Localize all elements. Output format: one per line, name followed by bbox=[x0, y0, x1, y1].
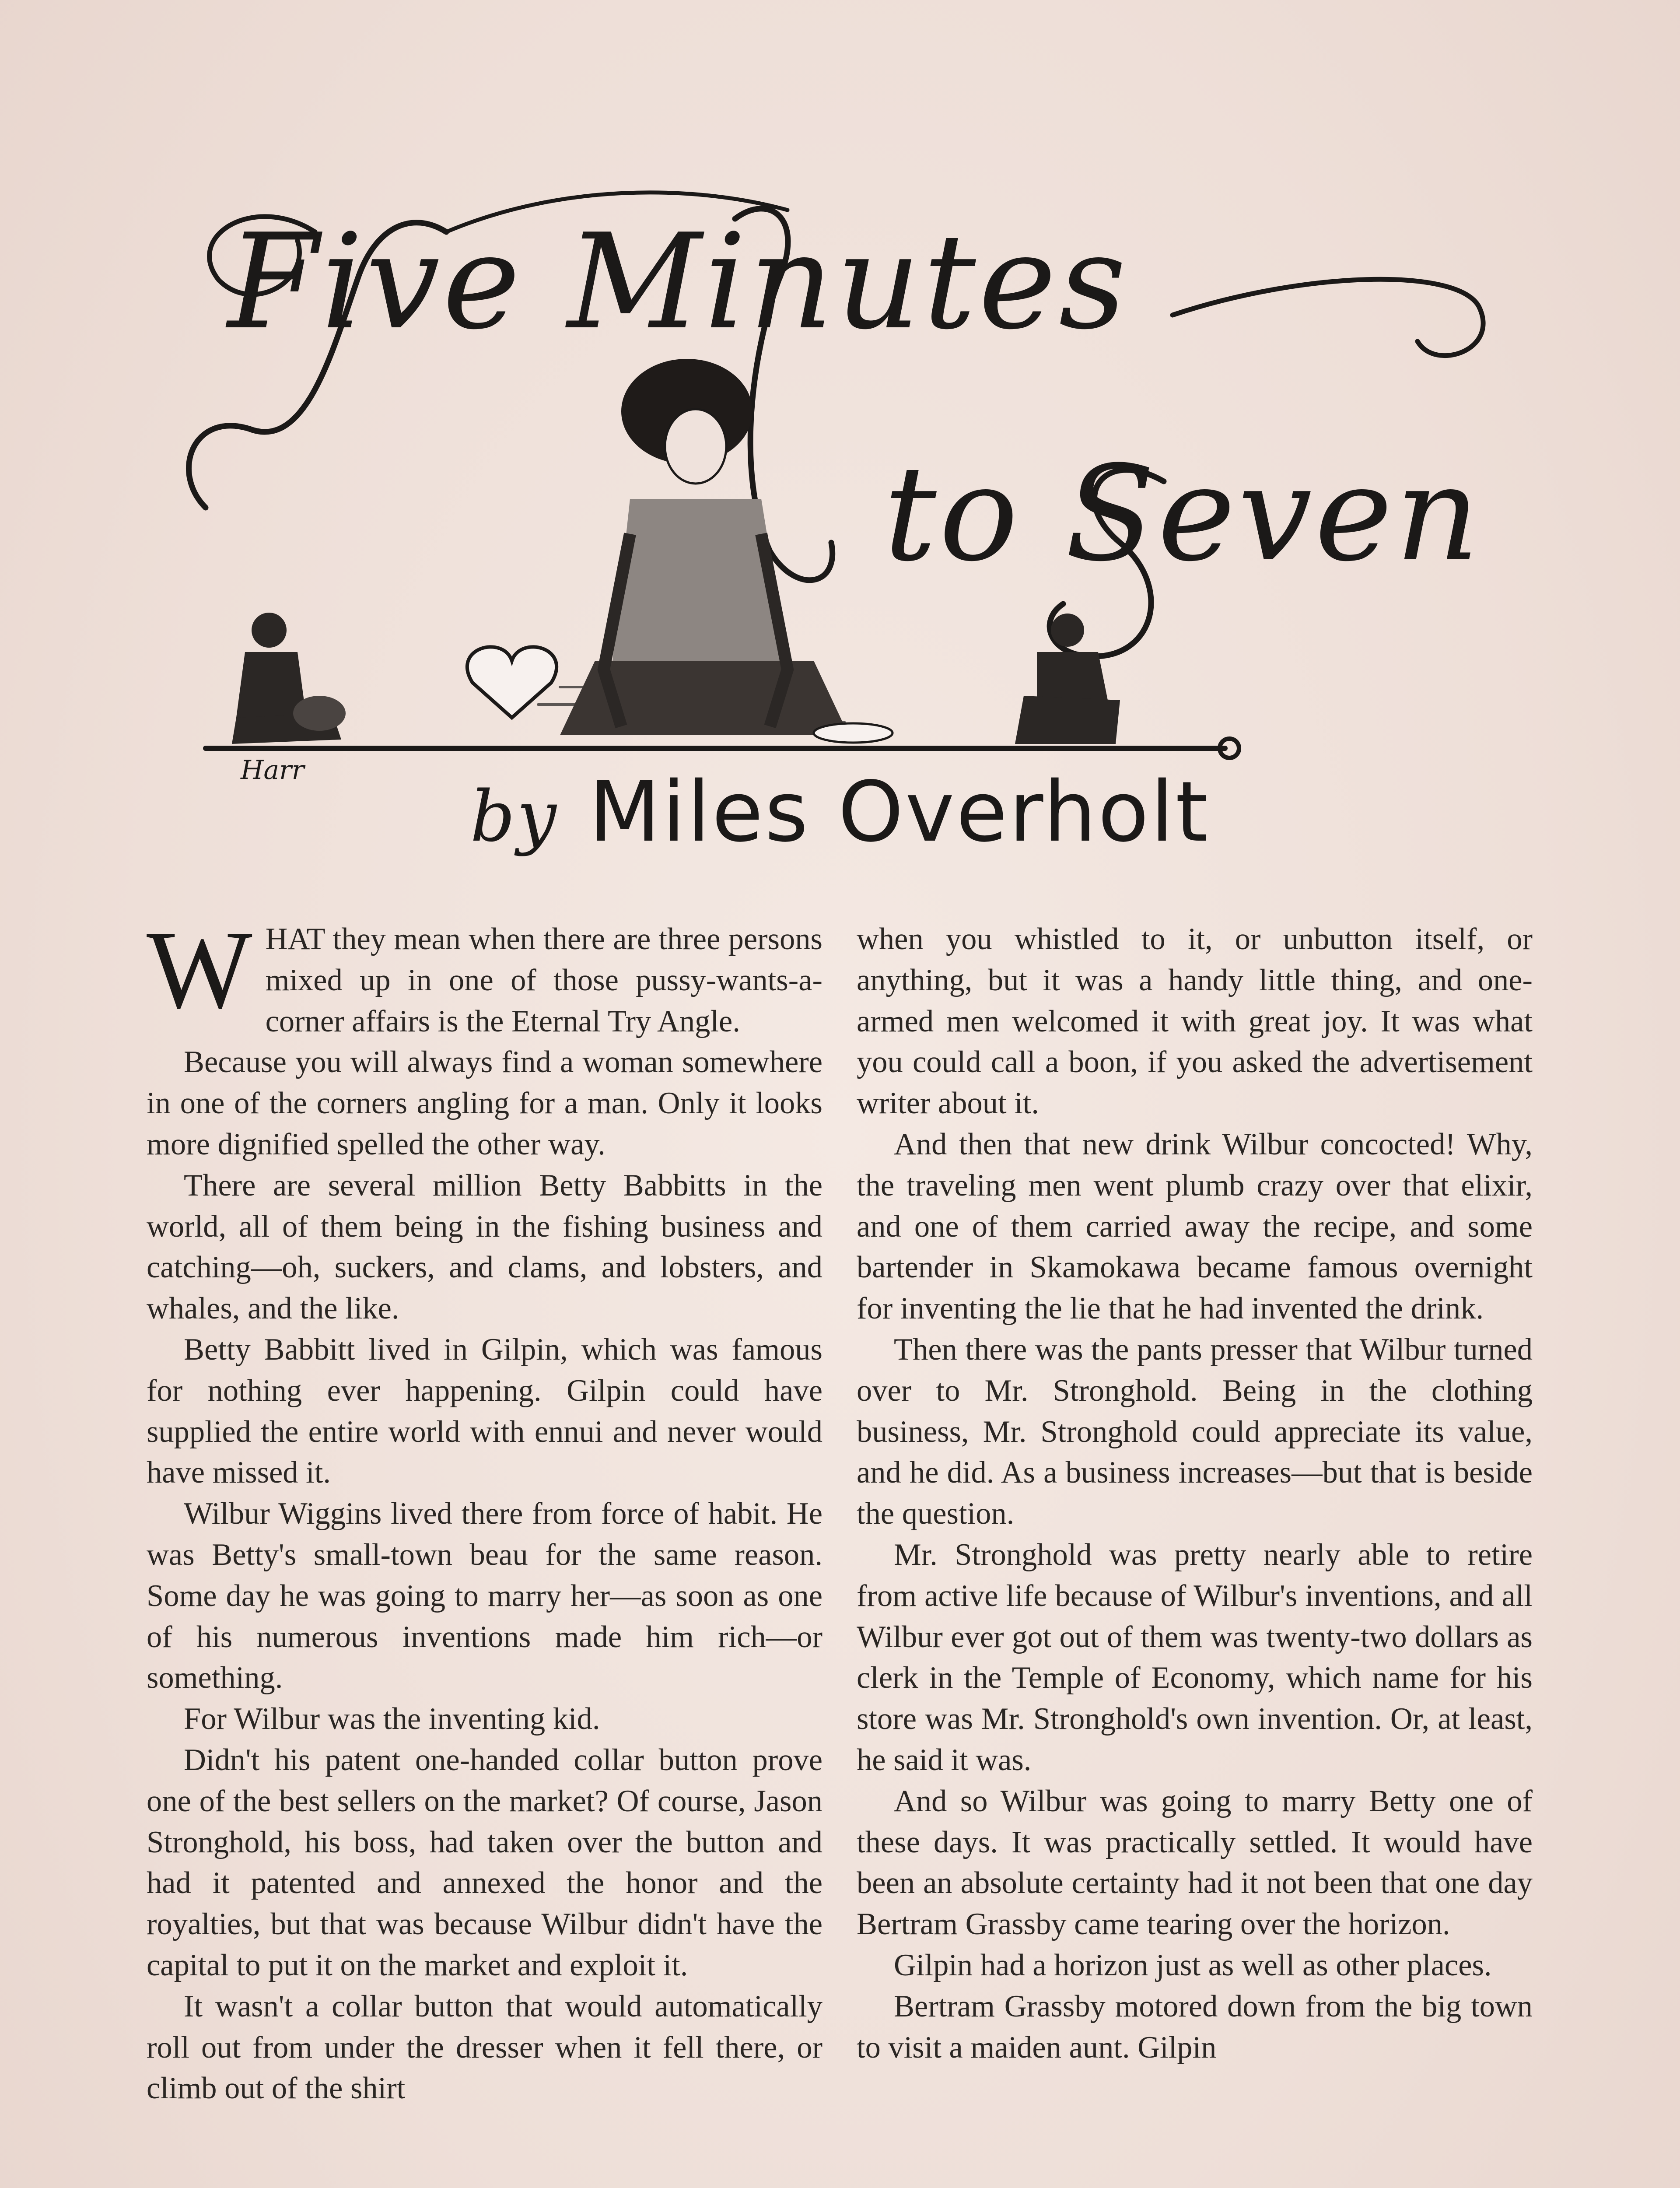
paragraph: when you whistled to it, or unbutton itself, or anything, but it was a handy little thing, and one-armed men welcomed it with great joy. It was what you could call a boon, if you asked the advertisement writer about it. bbox=[857, 922, 1533, 1121]
paragraph: Because you will always find a woman somewhere in one of the corners angling for a man. Only it looks more dignified spelled the other way. bbox=[147, 1045, 822, 1161]
heart-shape bbox=[467, 647, 556, 718]
artist-signature: Harr bbox=[241, 755, 304, 785]
paragraph: There are several million Betty Babbitts in the world, all of them being in the fishing business and catching—oh, suckers, and clams, and lobsters, and whales, and the like. bbox=[147, 1168, 822, 1326]
left-column bbox=[147, 908, 822, 2109]
paragraph: Wilbur Wiggins lived there from force of habit. He was Betty's small-town beau for the same reason. Some day he was going to marry her—as soon as one of his numerous inventions made him rich—or something. bbox=[147, 1497, 822, 1695]
paragraph: Gilpin had a horizon just as well as other places. bbox=[894, 1948, 1492, 1982]
title-line-1: Five Minutes bbox=[228, 206, 1129, 358]
byline bbox=[0, 764, 1680, 860]
left-man-figure bbox=[232, 613, 346, 744]
paragraph: Betty Babbitt lived in Gilpin, which was famous for nothing ever happening. Gilpin could have supplied the entire world with ennui and never would have missed it. bbox=[147, 1332, 822, 1490]
author-name: Miles Overholt bbox=[588, 764, 1210, 860]
paragraph: Bertram Grassby motored down from the big town to visit a maiden aunt. Gilpin bbox=[857, 1989, 1533, 2065]
right-man-figure bbox=[1015, 614, 1120, 744]
paragraph: And so Wilbur was going to marry Betty one of these days. It was practically settled. It would have been an absolute certainty had it not been that one day Bertram Grassby came tearing over the horizon. bbox=[857, 1784, 1533, 1942]
paragraph: It wasn't a collar button that would automatically roll out from under the dresser when it fell there, or climb out of the shirt bbox=[147, 1989, 822, 2106]
paragraph: Then there was the pants presser that Wilbur turned over to Mr. Stronghold. Being in the clothing business, Mr. Stronghold could appreciate its value, and he did. As a business increases—but that is beside the question. bbox=[857, 1332, 1533, 1531]
right-column bbox=[857, 919, 1533, 2068]
paragraph: Mr. Stronghold was pretty nearly able to retire from active life because of Wilbur's inventions, and all Wilbur ever got out of them was twenty-two dollars as clerk in the Temple of Economy, which name for his store was Mr. Stronghold's own invention. Or, at least, he said it was. bbox=[857, 1537, 1533, 1777]
paragraph: WHAT they mean when there are three persons mixed up in one of those pussy-wants-a-corner affairs is the Eternal Try Angle. bbox=[147, 908, 822, 1038]
paragraph: Didn't his patent one-handed collar button prove one of the best sellers on the market? Of course, Jason Stronghold, his boss, had taken over the button and had it patented and annexed the honor and the royalties, but that was because Wilbur didn't have the capital to put it on the market and exploit it. bbox=[147, 1743, 822, 1982]
drop-cap: W bbox=[147, 908, 252, 1032]
paragraph: And then that new drink Wilbur concocted! Why, the traveling men went plumb crazy over that elixir, and one of them carried away the recipe, and some bartender in Skamokawa became famous overnight for inventing the lie that he had invented the drink. bbox=[857, 1127, 1533, 1326]
byline-by: by bbox=[470, 775, 558, 857]
swash-right bbox=[1172, 279, 1483, 355]
title-line-2: to Seven bbox=[884, 438, 1482, 590]
paragraph: For Wilbur was the inventing kid. bbox=[184, 1702, 600, 1736]
woman-figure bbox=[560, 359, 892, 743]
